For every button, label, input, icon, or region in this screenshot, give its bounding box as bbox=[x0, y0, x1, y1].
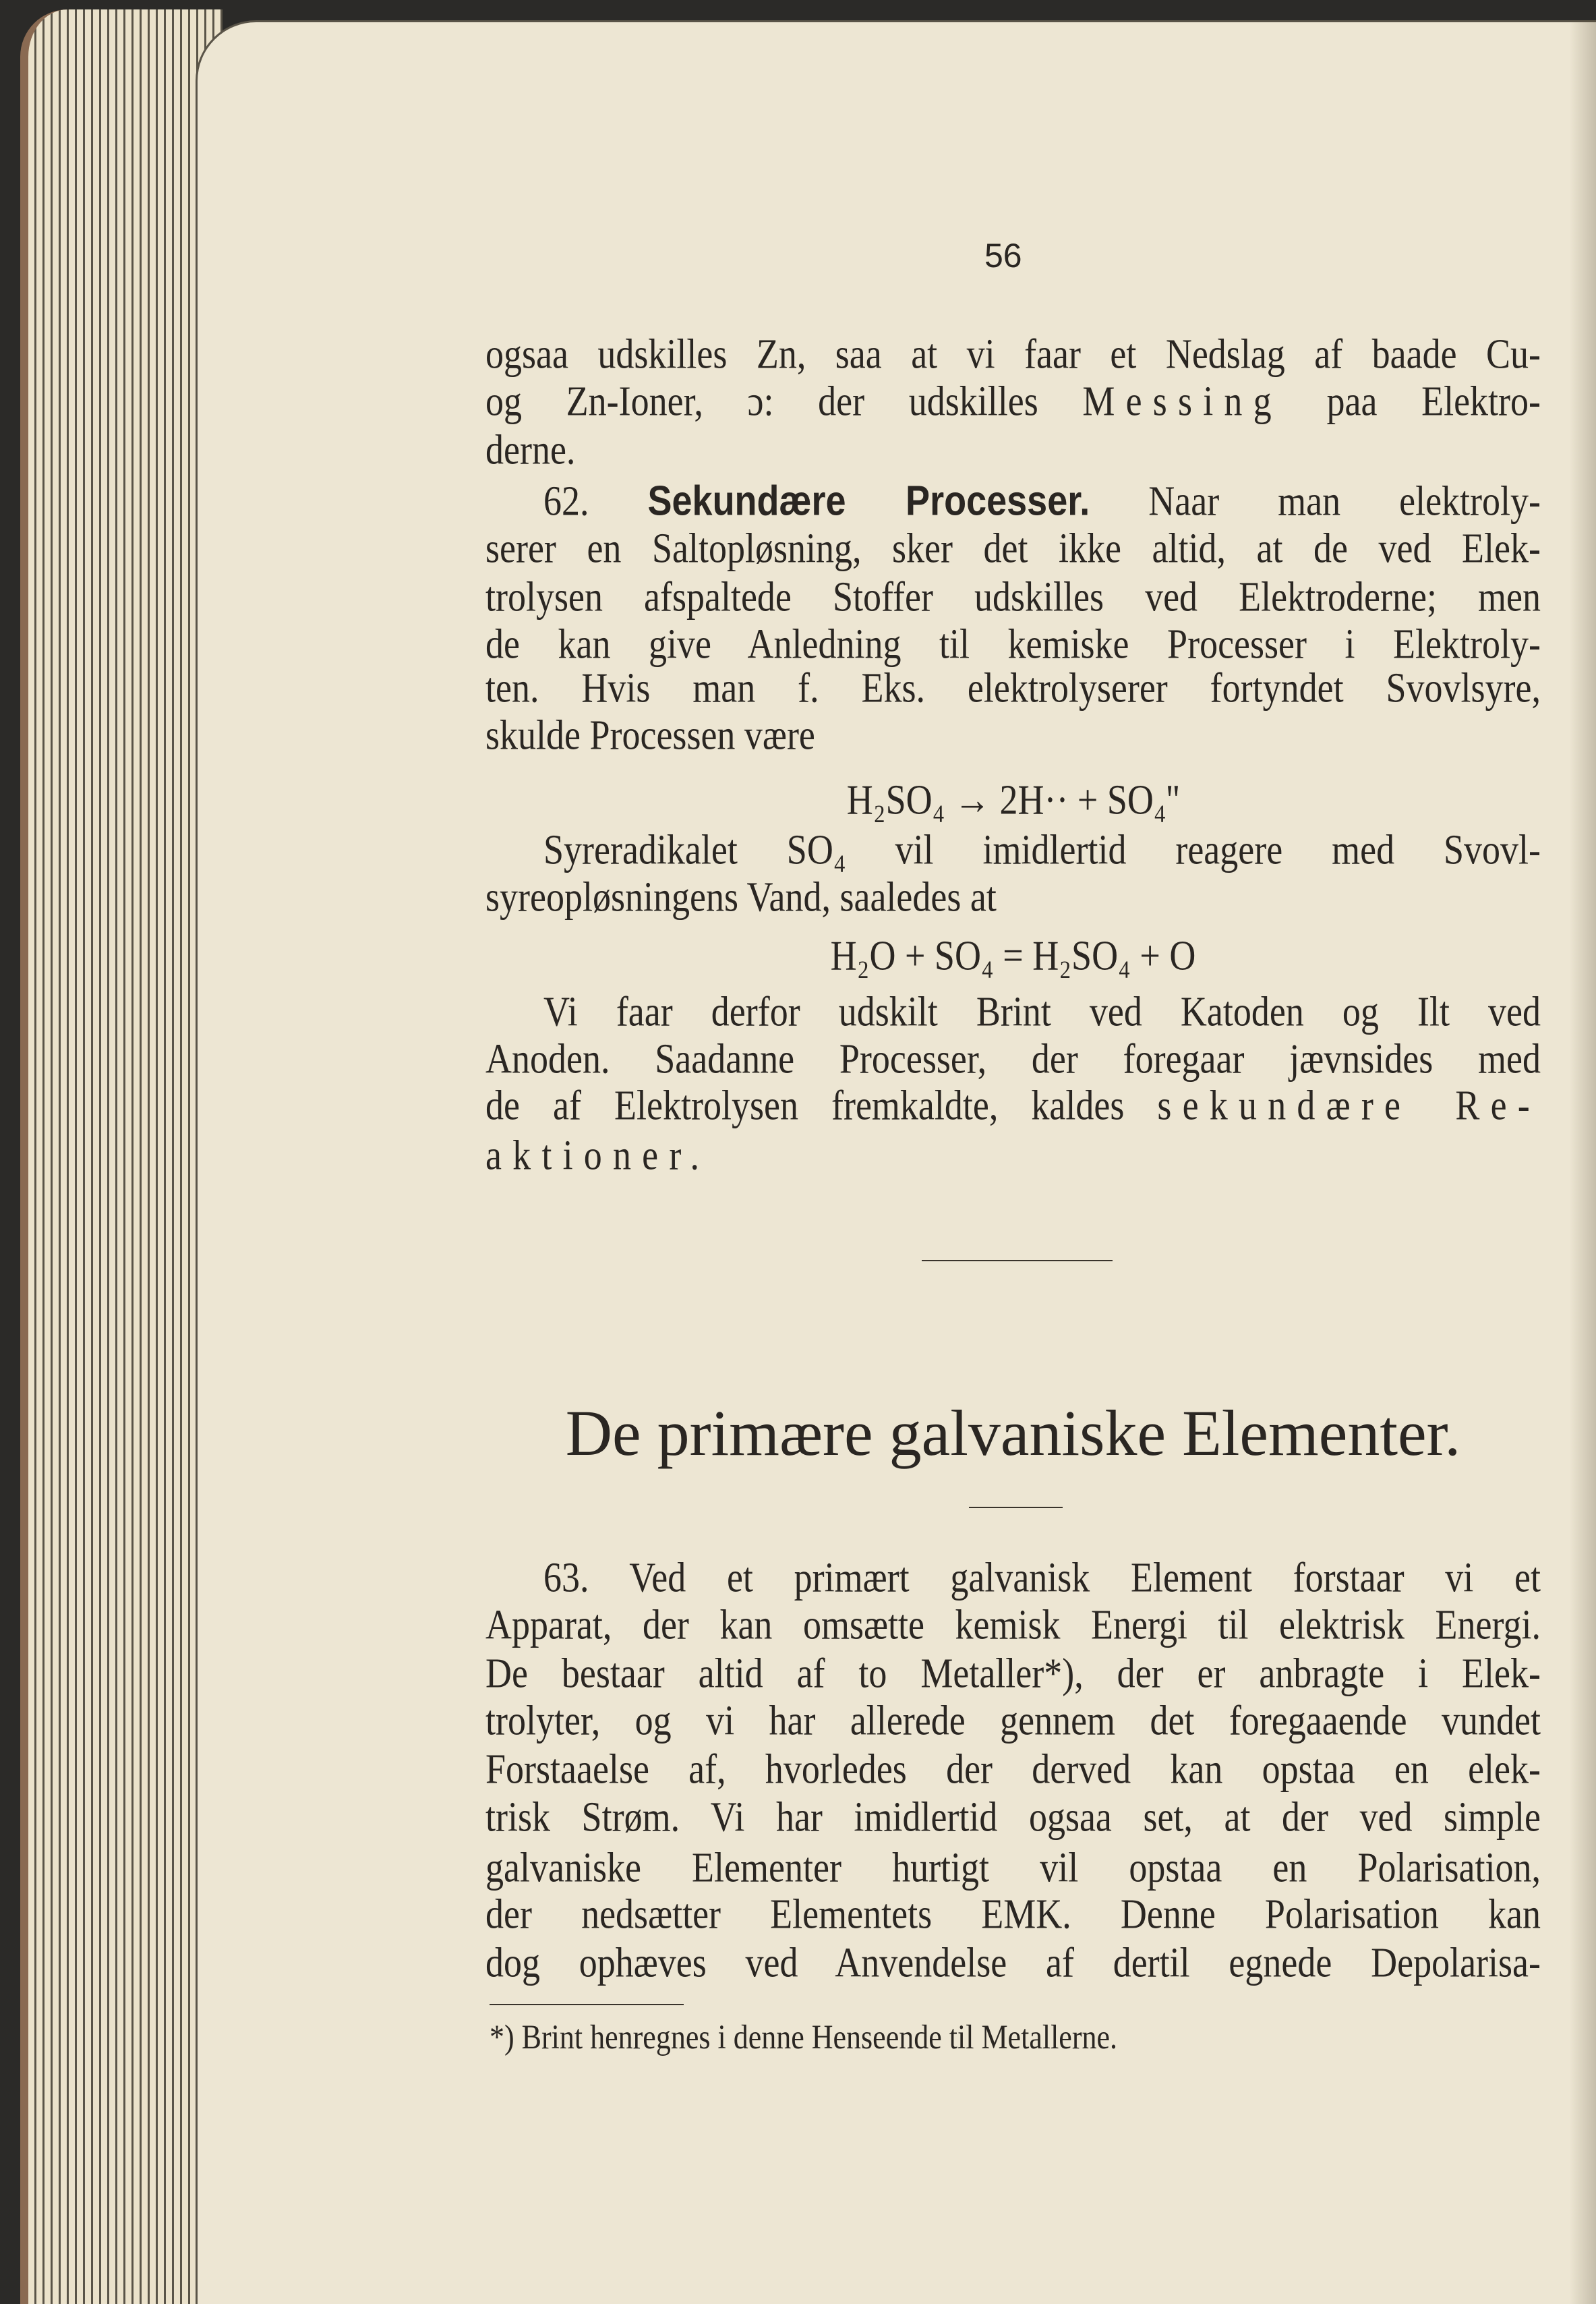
section-number: 62. bbox=[543, 478, 589, 525]
text-line: skulde Processen være bbox=[485, 712, 815, 759]
text-line: Forstaaelse af, hvorledes der derved kan opstaa en elek- bbox=[485, 1746, 1541, 1793]
text-line: Syreradikalet SO₄ vil imidlertid reagere med Svovl- bbox=[543, 826, 1541, 873]
text-line bbox=[485, 1078, 1541, 1133]
page-number: 56 bbox=[984, 237, 1022, 275]
text-line: trolyter, og vi har allerede gennem det foregaaende vundet bbox=[485, 1697, 1541, 1744]
chapter-heading: De primære galvaniske Elementer. bbox=[565, 1397, 1461, 1469]
text-line: aktioner. bbox=[485, 1132, 711, 1179]
text-line: galvaniske Elementer hurtigt vil opstaa en Polarisation, bbox=[485, 1844, 1541, 1891]
page-edges bbox=[20, 9, 223, 2304]
section-divider bbox=[922, 1260, 1113, 1261]
text-segment: paa Elektro- bbox=[1326, 378, 1541, 425]
section-title: Sekundære Processer. bbox=[647, 478, 1090, 525]
text-line: 63. Ved et primært galvanisk Element forstaar vi et bbox=[543, 1554, 1541, 1601]
text-line: serer en Saltopløsning, sker det ikke altid, at de ved Elek- bbox=[485, 525, 1541, 572]
formula: H₂SO₄ → 2H·· + SO₄'' bbox=[846, 776, 1180, 824]
text-line: de kan give Anledning til kemiske Processer i Elektroly- bbox=[485, 621, 1541, 668]
text-line: Vi faar derfor udskilt Brint ved Katoden og Ilt ved bbox=[543, 988, 1541, 1035]
formula: H₂O + SO₄ = H₂SO₄ + O bbox=[830, 932, 1196, 979]
text-line: trolysen afspaltede Stoffer udskilles ved Elektroderne; men bbox=[485, 573, 1541, 621]
text-line: derne. bbox=[485, 426, 576, 473]
footnote: *) Brint henregnes i denne Henseende til Metallerne. bbox=[490, 2018, 1118, 2056]
text-line bbox=[543, 474, 1541, 529]
text-line: ogsaa udskilles Zn, saa at vi faar et Nedslag af baade Cu- bbox=[485, 330, 1541, 378]
footnote-rule bbox=[490, 2004, 684, 2005]
text-line: Anoden. Saadanne Processer, der foregaar jævnsides med bbox=[485, 1035, 1541, 1083]
text-segment: Naar man elektroly- bbox=[1148, 478, 1541, 525]
spaced-emphasis: Messing bbox=[1082, 378, 1282, 425]
page-shadow bbox=[1569, 20, 1596, 2304]
text-line: syreopløsningens Vand, saaledes at bbox=[485, 873, 997, 921]
text-line: dog ophæves ved Anvendelse af dertil egnede Depolarisa- bbox=[485, 1939, 1541, 1986]
text-line: ten. Hvis man f. Eks. elektrolyserer fortyndet Svovlsyre, bbox=[485, 664, 1541, 712]
text-line: Apparat, der kan omsætte kemisk Energi til elektrisk Energi. bbox=[485, 1601, 1541, 1648]
text-segment: og Zn-Ioner, ɔ: der udskilles bbox=[485, 378, 1038, 425]
text-line: trisk Strøm. Vi har imidlertid ogsaa set, at der ved simple bbox=[485, 1793, 1541, 1841]
spaced-emphasis: sekundære Re- bbox=[1157, 1082, 1541, 1129]
text-line: der nedsætter Elementets EMK. Denne Polarisation kan bbox=[485, 1891, 1541, 1938]
text-line: De bestaar altid af to Metaller*), der er anbragte i Elek- bbox=[485, 1650, 1541, 1697]
heading-divider bbox=[969, 1507, 1063, 1508]
text-line bbox=[485, 374, 1541, 429]
text-segment: de af Elektrolysen fremkaldte, kaldes bbox=[485, 1082, 1125, 1129]
